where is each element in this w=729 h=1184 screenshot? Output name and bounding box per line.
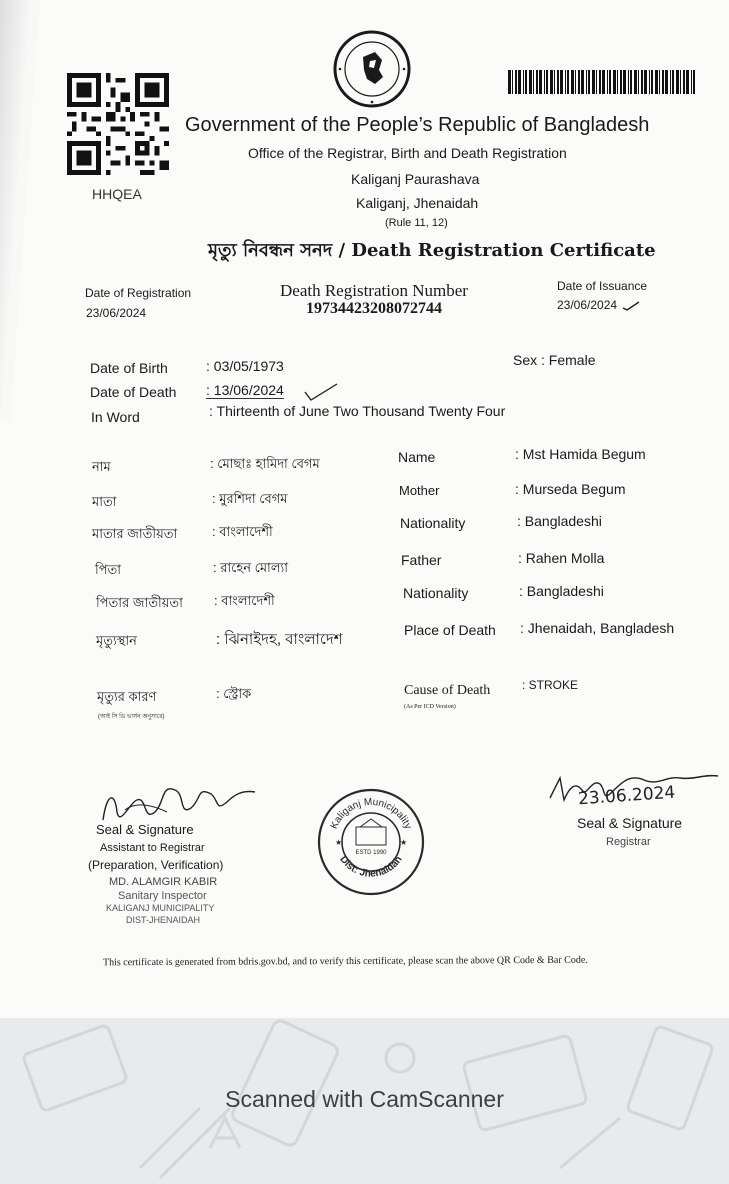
barcode-bar: [634, 70, 637, 94]
barcode-bar: [560, 70, 563, 94]
en-father-value: : Rahen Molla: [518, 550, 605, 566]
barcode-bar: [651, 70, 653, 94]
left-stamp-district: DIST-JHENAIDAH: [126, 915, 201, 925]
barcode-bar: [554, 70, 555, 94]
barcode-bar: [676, 70, 679, 94]
bn-mother-value: : মুরশিদা বেগম: [212, 491, 288, 506]
seal-year-text: ESTD 1990: [355, 850, 387, 856]
bn-father-nationality-value: : বাংলাদেশী: [214, 593, 275, 608]
right-role: Registrar: [606, 836, 651, 848]
left-stamp-name: MD. ALAMGIR KABIR: [109, 876, 218, 888]
government-emblem: [327, 30, 417, 108]
bn-father-nationality-label: পিতার জাতীয়তা: [96, 595, 183, 610]
verification-note: This certificate is generated from bdris.gov.bd, and to verify this certificate, please scan the above QR Code & Bar Code.: [102, 954, 588, 969]
barcode-bar: [557, 70, 559, 94]
barcode-bar: [508, 70, 511, 94]
star-icon: ★: [335, 838, 343, 847]
barcode-bar: [623, 70, 626, 94]
date-of-registration-value: 23/06/2024: [86, 306, 147, 320]
barcode-bar: [609, 70, 611, 94]
seal-top-text: Kaliganj Municipality: [328, 796, 414, 831]
sex-value: Sex : Female: [513, 352, 596, 368]
barcode-bar: [544, 70, 545, 94]
barcode-bar: [665, 70, 668, 94]
en-mother-nationality-label: Nationality: [400, 515, 466, 531]
barcode-bar: [536, 70, 538, 94]
barcode-bar: [518, 70, 521, 94]
barcode-bar: [613, 70, 616, 94]
municipality-seal: [316, 787, 426, 897]
qr-code: [65, 73, 171, 175]
bn-mother-nationality-label: মাতার জাতীয়তা: [92, 526, 178, 541]
bn-cause-value: : স্ট্রোক: [216, 686, 252, 701]
checkmark-icon: [622, 300, 640, 312]
location-name: Kaliganj, Jhenaidah: [356, 195, 479, 211]
camscanner-label: Scanned with CamScanner: [225, 1086, 504, 1112]
barcode-bar: [546, 70, 548, 94]
barcode-bar: [581, 70, 584, 94]
barcode-bar: [670, 70, 671, 94]
barcode-bar: [691, 70, 692, 94]
en-cause-label: Cause of Death: [404, 683, 491, 698]
barcode-bar: [617, 70, 618, 94]
checkmark-icon: [304, 382, 338, 402]
barcode-bar: [672, 70, 674, 94]
date-of-birth-label: Date of Birth: [90, 360, 168, 376]
en-mother-value: : Murseda Begum: [515, 481, 626, 497]
barcode-bar: [550, 70, 553, 94]
en-cause-value: : STROKE: [522, 678, 579, 692]
qr-code-text: HHQEA: [92, 186, 142, 202]
right-seal-label: Seal & Signature: [577, 815, 683, 831]
en-place-label: Place of Death: [404, 622, 496, 638]
barcode-bar: [607, 70, 608, 94]
barcode-bar: [539, 70, 542, 94]
date-of-issuance-value: 23/06/2024: [557, 298, 618, 312]
barcode-bar: [529, 70, 532, 94]
en-mother-nationality-value: : Bangladeshi: [517, 513, 602, 529]
left-stamp-office: KALIGANJ MUNICIPALITY: [106, 903, 215, 913]
star-icon: ★: [400, 838, 408, 847]
bn-father-label: পিতা: [95, 562, 122, 577]
office-title: Office of the Registrar, Birth and Death Registration: [248, 145, 567, 161]
bn-name-label: নাম: [92, 459, 111, 474]
en-mother-label: Mother: [399, 483, 440, 498]
barcode-bar: [512, 70, 513, 94]
svg-text:Dist: Jhenaidah: [337, 854, 404, 880]
bn-name-value: : মোছাঃ হামিদা বেগম: [210, 456, 320, 471]
en-place-value: : Jhenaidah, Bangladesh: [520, 620, 675, 636]
en-name-value: : Mst Hamida Begum: [515, 446, 646, 462]
barcode-bar: [649, 70, 650, 94]
barcode-bar: [567, 70, 569, 94]
barcode: [508, 70, 695, 94]
barcode-bar: [662, 70, 664, 94]
barcode-bar: [523, 70, 524, 94]
barcode-bar: [592, 70, 595, 94]
barcode-bar: [630, 70, 632, 94]
bn-place-value: : ঝিনাইদহ, বাংলাদেশ: [216, 631, 343, 648]
barcode-bar: [575, 70, 576, 94]
barcode-bar: [533, 70, 534, 94]
paurashava-name: Kaliganj Paurashava: [351, 171, 480, 187]
date-of-issuance-label: Date of Issuance: [557, 279, 648, 293]
bn-cause-label: মৃত্যুর কারণ: [97, 689, 157, 704]
en-name-label: Name: [398, 449, 436, 465]
barcode-bar: [602, 70, 605, 94]
in-word-label: In Word: [91, 409, 140, 425]
bn-mother-label: মাতা: [92, 494, 117, 509]
barcode-bar: [683, 70, 685, 94]
bn-place-label: মৃত্যুস্থান: [96, 633, 137, 648]
date-of-birth-value: : 03/05/1973: [206, 358, 284, 374]
en-father-nationality-label: Nationality: [403, 585, 469, 601]
en-father-nationality-value: : Bangladeshi: [519, 583, 604, 599]
barcode-bar: [659, 70, 660, 94]
government-title: Government of the People’s Republic of Bangladesh: [185, 114, 650, 136]
barcode-bar: [515, 70, 517, 94]
barcode-bar: [586, 70, 587, 94]
certificate-title: মৃত্যু নিবন্ধন সনদ / Death Registration Certificate: [208, 240, 656, 261]
en-cause-note: (As Per ICD Version): [404, 704, 456, 710]
barcode-bar: [596, 70, 597, 94]
barcode-bar: [628, 70, 629, 94]
date-of-death-value: : 13/06/2024: [206, 382, 284, 398]
bn-father-value: : রাহেন মোল্যা: [213, 560, 289, 575]
barcode-bar: [565, 70, 566, 94]
left-seal-label: Seal & Signature: [96, 822, 194, 837]
paper-fold-shadow: [0, 0, 40, 420]
registrar-date: 23.06.2024: [577, 782, 676, 810]
seal-bottom-text: Dist: Jhenaidah: [337, 854, 405, 880]
barcode-bar: [686, 70, 689, 94]
rule-text: (Rule 11, 12): [385, 217, 448, 229]
barcode-bar: [641, 70, 643, 94]
registration-number-label: Death Registration Number: [280, 281, 468, 300]
barcode-bar: [571, 70, 574, 94]
bn-mother-nationality-value: : বাংলাদেশী: [212, 524, 273, 539]
left-role: Assistant to Registrar: [100, 842, 205, 854]
barcode-bar: [644, 70, 647, 94]
barcode-bar: [578, 70, 580, 94]
barcode-bar: [620, 70, 622, 94]
registration-number-value: 19734423208072744: [306, 300, 442, 317]
barcode-bar: [638, 70, 639, 94]
barcode-bar: [655, 70, 658, 94]
barcode-bar: [525, 70, 527, 94]
barcode-bar: [599, 70, 601, 94]
left-role-note: (Preparation, Verification): [88, 858, 224, 872]
en-father-label: Father: [401, 552, 442, 568]
date-of-death-label: Date of Death: [90, 384, 177, 400]
date-of-registration-label: Date of Registration: [85, 286, 192, 300]
bn-cause-note: (আই সি ডি ভার্সন অনুসারে): [98, 714, 165, 720]
barcode-bar: [680, 70, 681, 94]
barcode-bar: [693, 70, 695, 94]
left-stamp-title: Sanitary Inspector: [118, 890, 207, 902]
barcode-bar: [588, 70, 590, 94]
in-word-value: : Thirteenth of June Two Thousand Twenty Four: [209, 403, 506, 419]
